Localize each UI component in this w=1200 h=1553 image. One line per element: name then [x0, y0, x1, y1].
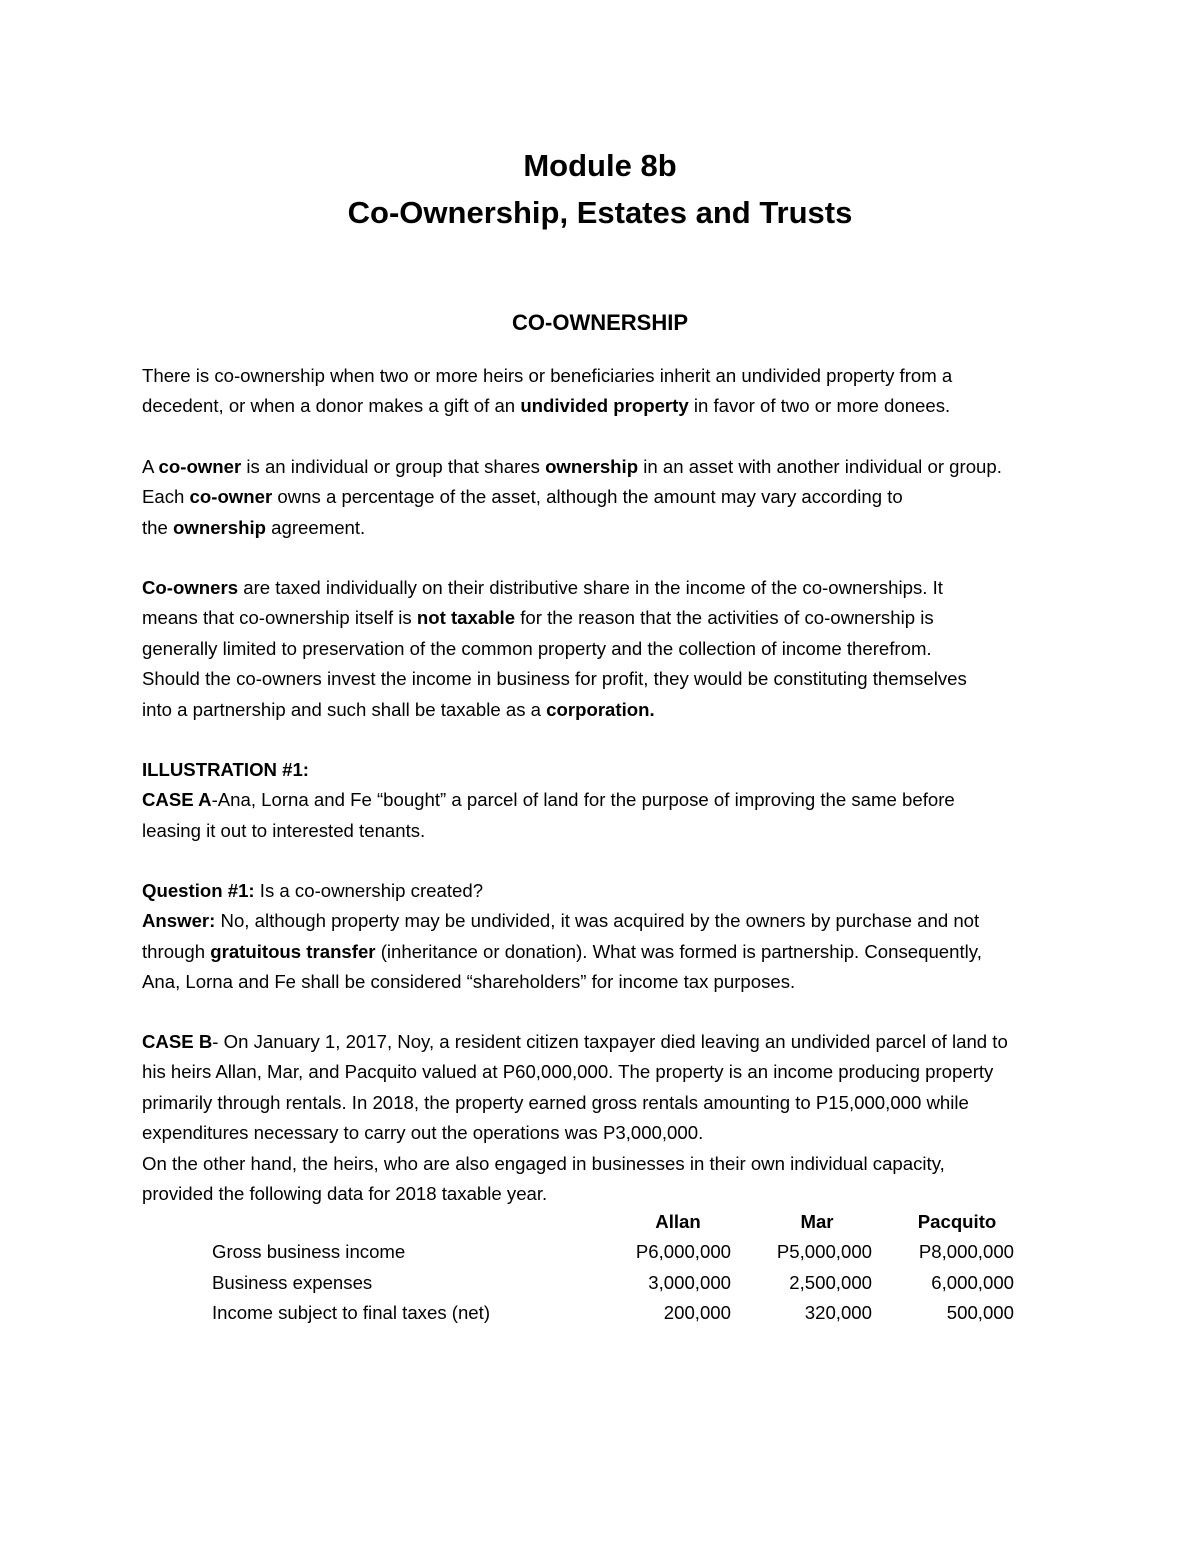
text-span: -Ana, Lorna and Fe “bought” a parcel of land for the purpose of improving the same before [211, 789, 955, 811]
case-b-block [142, 1027, 1062, 1209]
text-span: generally limited to preservation of the common property and the collection of income therefrom. [142, 637, 932, 659]
bold-term: co-owner [158, 456, 242, 477]
text-line: There is co-ownership when two or more heirs or beneficiaries inherit an undivided property from a [142, 365, 953, 386]
text-span: On the other hand, the heirs, who are also engaged in businesses in their own individual capacity, [142, 1152, 945, 1174]
answer-text: No, although property may be undivided, it was acquired by the owners by purchase and not [215, 910, 980, 932]
text-span: his heirs Allan, Mar, and Pacquito valued at P60,000,000. The property is an income producing property [142, 1061, 994, 1083]
question-label: Question #1: [142, 880, 255, 901]
table-row [0, 1298, 1200, 1328]
table-row [0, 1237, 1200, 1267]
text-span: leasing it out to interested tenants. [142, 819, 426, 841]
text-span: means that co-ownership itself is [142, 607, 417, 629]
row-label: Business expenses [212, 1271, 373, 1293]
document-subtitle: Co-Ownership, Estates and Trusts [347, 195, 853, 230]
table-cell: 2,500,000 [789, 1271, 872, 1293]
text-span: into a partnership and such shall be taxable as a [142, 698, 547, 720]
case-b-label: CASE B [142, 1031, 213, 1052]
text-span: agreement. [266, 516, 366, 538]
table-cell: 200,000 [663, 1302, 731, 1324]
illustration-heading: ILLUSTRATION #1: [142, 759, 309, 780]
bold-term: Co-owners [142, 577, 239, 598]
text-span: is an individual or group that shares [241, 456, 546, 477]
table-cell: 500,000 [946, 1302, 1014, 1324]
case-a-label: CASE A [142, 789, 212, 811]
illustration-block [142, 755, 1062, 846]
bold-term: ownership [173, 516, 266, 538]
question-answer-block [142, 876, 1062, 998]
paragraph-taxation [142, 573, 1062, 725]
question-text: Is a co-ownership created? [254, 880, 484, 901]
document-title: Module 8b [523, 148, 677, 183]
bold-term: gratuitous transfer [210, 940, 376, 962]
row-label: Income subject to final taxes (net) [212, 1302, 491, 1324]
text-span: Each [142, 486, 190, 508]
table-header-row [0, 1207, 1200, 1237]
text-span: for the reason that the activities of co-ownership is [515, 607, 934, 629]
table-cell: P8,000,000 [918, 1241, 1014, 1263]
heirs-data-table [0, 1207, 1200, 1329]
text-span: in favor of two or more donees. [688, 395, 951, 417]
table-cell: P6,000,000 [635, 1241, 731, 1263]
text-span: primarily through rentals. In 2018, the property earned gross rentals amounting to P15,000,000 while [142, 1091, 969, 1113]
answer-label: Answer: [142, 910, 216, 932]
bold-term: co-owner [189, 486, 273, 508]
column-header-allan: Allan [655, 1211, 701, 1232]
paragraph-coownership-definition [142, 361, 1062, 422]
bold-term: corporation. [546, 698, 655, 720]
text-span: decedent, or when a donor makes a gift of an [142, 395, 521, 417]
text-span: A [142, 456, 159, 477]
text-span: through [142, 940, 211, 962]
paragraph-coowner-definition [142, 452, 1062, 543]
text-span: Should the co-owners invest the income in business for profit, they would be constituting themselves [142, 668, 967, 690]
text-span: Ana, Lorna and Fe shall be considered “shareholders” for income tax purposes. [142, 971, 796, 993]
text-span: the [142, 516, 174, 538]
column-header-mar: Mar [800, 1211, 834, 1232]
text-span: are taxed individually on their distributive share in the income of the co-ownerships. It [238, 577, 943, 598]
row-label: Gross business income [212, 1241, 406, 1263]
table-row [0, 1268, 1200, 1298]
table-cell: 3,000,000 [648, 1271, 731, 1293]
section-heading: CO-OWNERSHIP [512, 310, 688, 335]
column-header-pacquito: Pacquito [917, 1211, 997, 1232]
table-cell: 6,000,000 [931, 1271, 1014, 1293]
table-cell: P5,000,000 [776, 1241, 872, 1263]
bold-term: undivided property [520, 395, 689, 417]
text-span: owns a percentage of the asset, although the amount may vary according to [272, 486, 903, 508]
text-span: expenditures necessary to carry out the operations was P3,000,000. [142, 1122, 704, 1144]
bold-term: not taxable [416, 607, 516, 629]
text-span: in an asset with another individual or group. [638, 456, 1002, 477]
bold-term: ownership [545, 456, 639, 477]
text-span: (inheritance or donation). What was formed is partnership. Consequently, [375, 940, 982, 962]
text-span: - On January 1, 2017, Noy, a resident citizen taxpayer died leaving an undivided parcel of land to [212, 1031, 1008, 1052]
text-span: provided the following data for 2018 taxable year. [142, 1183, 548, 1205]
table-cell: 320,000 [804, 1302, 872, 1324]
